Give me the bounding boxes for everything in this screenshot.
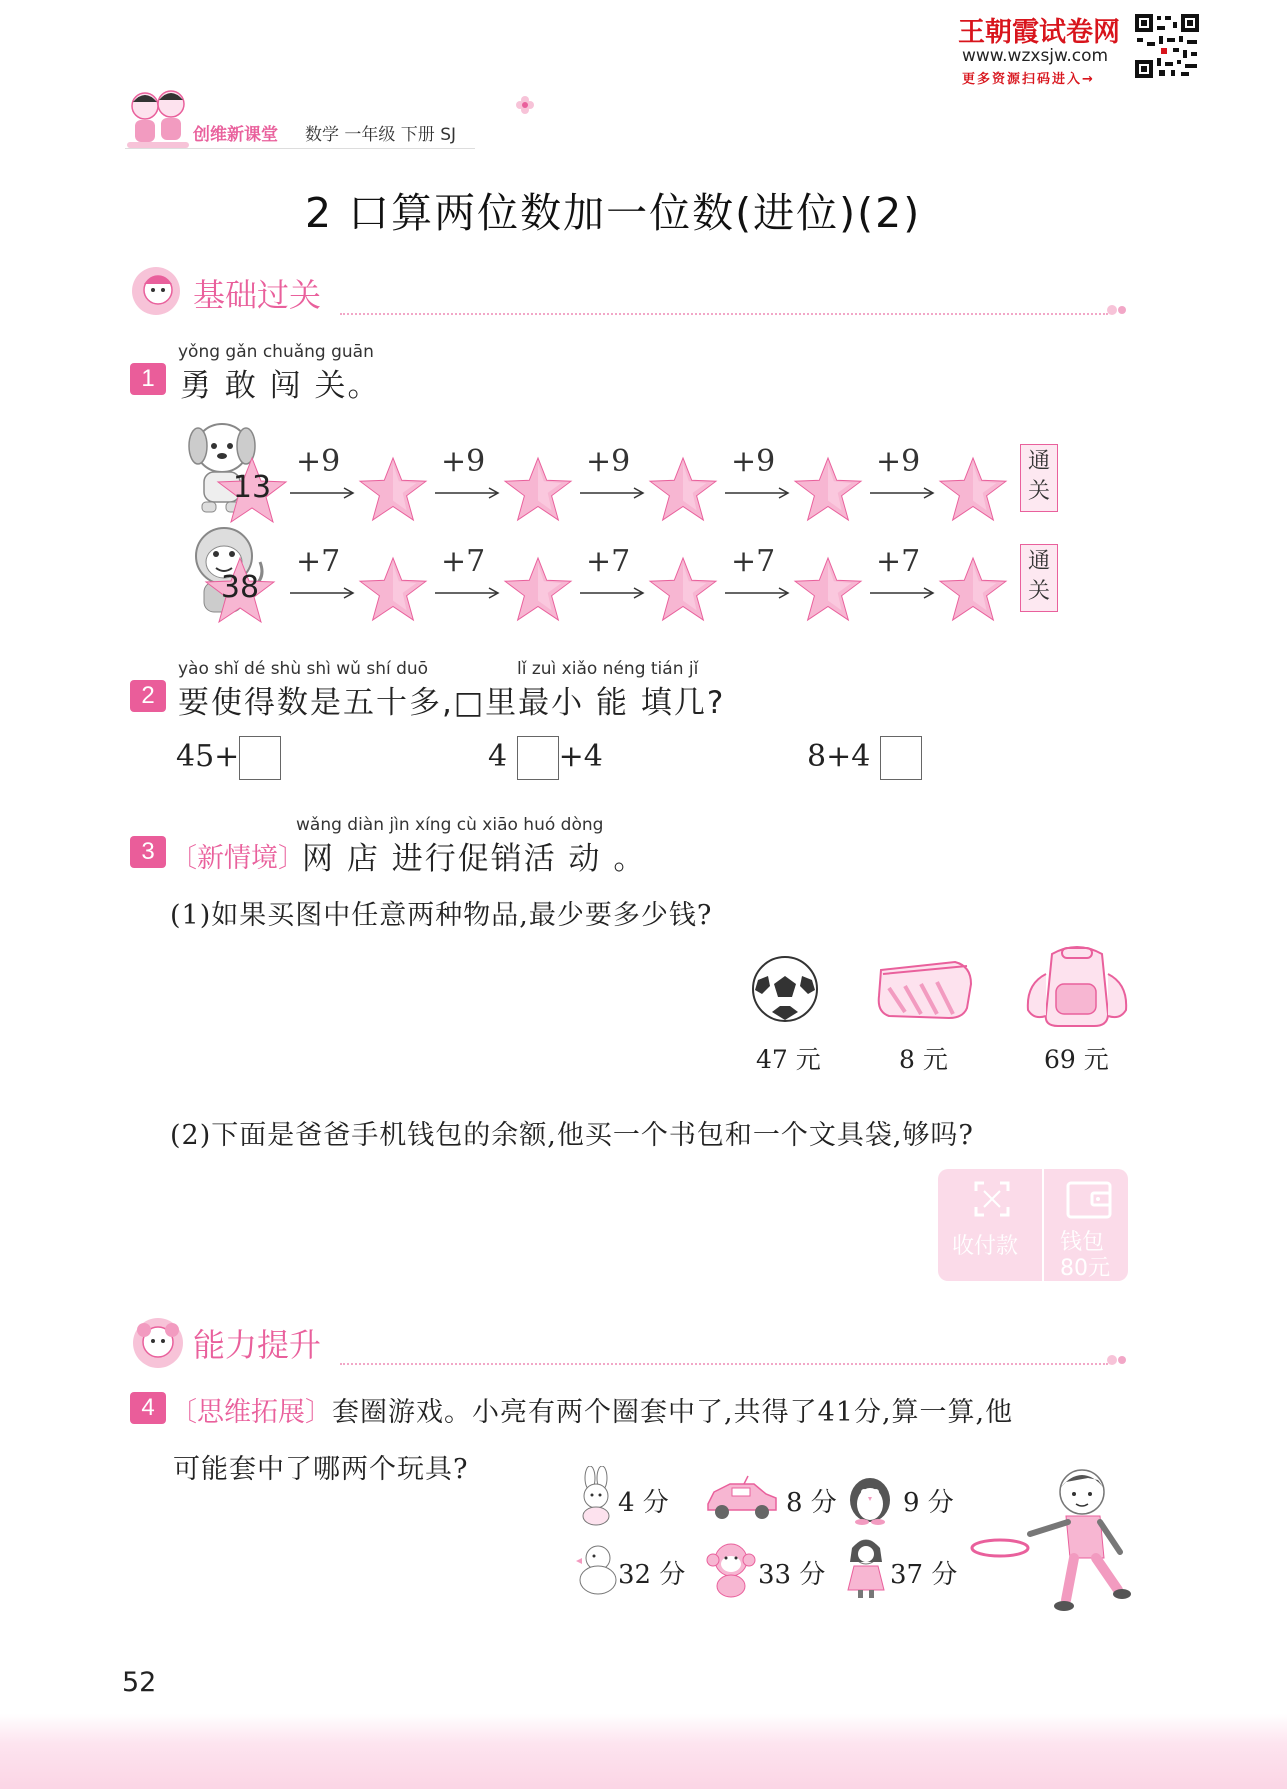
qr-code-icon (1133, 12, 1201, 80)
section-basic-title: 基础过关 (193, 276, 322, 314)
dots-icon (1106, 1352, 1128, 1368)
pencil-case-icon (875, 956, 975, 1022)
arrow-icon (580, 586, 646, 600)
watermark (958, 10, 1133, 87)
operator-label: +7 (296, 544, 341, 579)
answer-star[interactable] (648, 556, 718, 622)
arrow-icon (870, 586, 936, 600)
q3-tag: 〔新情境〕 (170, 843, 305, 874)
q1-pinyin: yǒng gǎn chuǎng guān (178, 342, 374, 362)
section-advanced-icon (128, 1316, 188, 1370)
footer-band (0, 1714, 1287, 1789)
kids-mascot-icon (125, 88, 195, 154)
q2-pinyin-right: lǐ zuì xiǎo néng tián jǐ (517, 659, 699, 679)
boy-throwing-ring-icon (970, 1462, 1134, 1612)
arrow-icon (725, 586, 791, 600)
doll-icon (844, 1536, 888, 1600)
operator-label: +9 (876, 444, 921, 479)
q2-blank-2[interactable] (517, 736, 559, 780)
start-value-row2: 38 (220, 570, 260, 605)
score-monkey: 33 分 (758, 1560, 826, 1590)
q2-text: 要使得数是五十多,□里最小 能 填几? (178, 685, 726, 721)
q2-pinyin-left: yào shǐ dé shù shì wǔ shí duō (178, 659, 429, 679)
monkey-icon (704, 1540, 758, 1598)
arrow-icon (290, 486, 356, 500)
pass-char: 关 (1027, 579, 1050, 604)
answer-star[interactable] (648, 456, 718, 522)
arrow-icon (435, 486, 501, 500)
wallet-divider (1042, 1169, 1044, 1281)
arrow-icon (580, 486, 646, 500)
q2-item-1 (176, 736, 281, 780)
rabbit-icon (576, 1466, 616, 1526)
arrow-icon (725, 486, 791, 500)
section-advanced-title: 能力提升 (193, 1326, 322, 1364)
operator-label: +9 (296, 444, 341, 479)
operator-label: +9 (731, 444, 776, 479)
pass-box-row1 (1020, 444, 1058, 512)
answer-star[interactable] (793, 556, 863, 622)
q3-pinyin: wǎng diàn jìn xíng cù xiāo huó dòng (296, 815, 604, 835)
operator-label: +9 (586, 444, 631, 479)
q3-text: 网 店 进行促销活 动 。 (302, 841, 647, 877)
toy-car-icon (704, 1474, 780, 1522)
q4-number-badge: 4 (130, 1392, 166, 1424)
q1-text: 勇 敢 闯 关。 (180, 368, 381, 404)
answer-star[interactable] (938, 456, 1008, 522)
wallet-pay-label: 收付款 (952, 1234, 1019, 1259)
price-soccer-ball: 47 元 (756, 1045, 821, 1074)
header-subject: 数学 一年级 下册 SJ (305, 125, 457, 145)
price-pencil-case: 8 元 (899, 1045, 948, 1074)
q1-number-badge: 1 (130, 363, 166, 395)
answer-star[interactable] (503, 456, 573, 522)
penguin-icon (842, 1470, 898, 1526)
score-toy-car: 8 分 (786, 1488, 837, 1518)
operator-label: +9 (441, 444, 486, 479)
score-duck: 32 分 (618, 1560, 686, 1590)
page-title: 2 口算两位数加一位数(进位)(2) (305, 189, 922, 237)
arrow-icon (870, 486, 936, 500)
answer-star[interactable] (793, 456, 863, 522)
operator-label: +7 (731, 544, 776, 579)
answer-star[interactable] (938, 556, 1008, 622)
answer-star[interactable] (503, 556, 573, 622)
watermark-site-name: 王朝霞试卷网 (958, 17, 1120, 48)
score-penguin: 9 分 (903, 1488, 954, 1518)
q3-number-badge: 3 (130, 836, 166, 868)
score-doll: 37 分 (890, 1560, 958, 1590)
watermark-tagline: 更多资源扫码进入→ (962, 72, 1095, 87)
watermark-url: www.wzxsjw.com (962, 46, 1109, 66)
q2-item-1-before: 45+ (176, 739, 240, 774)
pass-box-row2 (1020, 544, 1058, 612)
q2-blank-1[interactable] (239, 736, 281, 780)
q2-blank-3[interactable] (880, 736, 922, 780)
answer-star[interactable] (358, 456, 428, 522)
arrow-icon (290, 586, 356, 600)
pass-char: 通 (1027, 449, 1050, 474)
arrow-icon (435, 586, 501, 600)
q2-item-2-before: 4 (488, 739, 508, 774)
soccer-ball-icon (750, 954, 820, 1024)
section-advanced-divider (340, 1363, 1108, 1365)
page-number: 52 (122, 1667, 157, 1698)
wallet-balance: 80元 (1060, 1256, 1110, 1281)
operator-label: +7 (876, 544, 921, 579)
header-rule (125, 148, 475, 149)
flower-icon (514, 94, 536, 116)
duck-icon (576, 1542, 620, 1596)
q4-tag: 〔思维拓展〕 (170, 1397, 332, 1428)
section-basic-divider (340, 313, 1108, 315)
q2-item-3 (807, 736, 922, 780)
q2-item-2 (488, 736, 603, 780)
q4-line1: 套圈游戏。小亮有两个圈套中了,共得了41分,算一算,他 (332, 1397, 1014, 1428)
q3-part2: (2)下面是爸爸手机钱包的余额,他买一个书包和一个文具袋,够吗? (170, 1120, 974, 1151)
operator-label: +7 (441, 544, 486, 579)
header-brand: 创维新课堂 (193, 125, 278, 145)
scan-icon (974, 1181, 1010, 1217)
operator-label: +7 (586, 544, 631, 579)
pass-char: 通 (1027, 549, 1050, 574)
wallet-panel (938, 1169, 1128, 1281)
dots-icon (1106, 302, 1128, 318)
answer-star[interactable] (358, 556, 428, 622)
q2-item-3-before: 8+4 (807, 739, 871, 774)
section-basic-icon (128, 266, 186, 316)
q2-number-badge: 2 (130, 680, 166, 712)
backpack-icon (1022, 944, 1132, 1030)
score-rabbit: 4 分 (618, 1488, 669, 1518)
wallet-label: 钱包 (1060, 1230, 1105, 1255)
q3-part1: (1)如果买图中任意两种物品,最少要多少钱? (170, 900, 713, 931)
q2-item-2-after: +4 (558, 739, 603, 774)
wallet-icon (1066, 1181, 1112, 1219)
price-backpack: 69 元 (1044, 1045, 1109, 1074)
start-value-row1: 13 (232, 470, 272, 505)
pass-char: 关 (1027, 479, 1050, 504)
q4-line2: 可能套中了哪两个玩具? (173, 1454, 469, 1485)
